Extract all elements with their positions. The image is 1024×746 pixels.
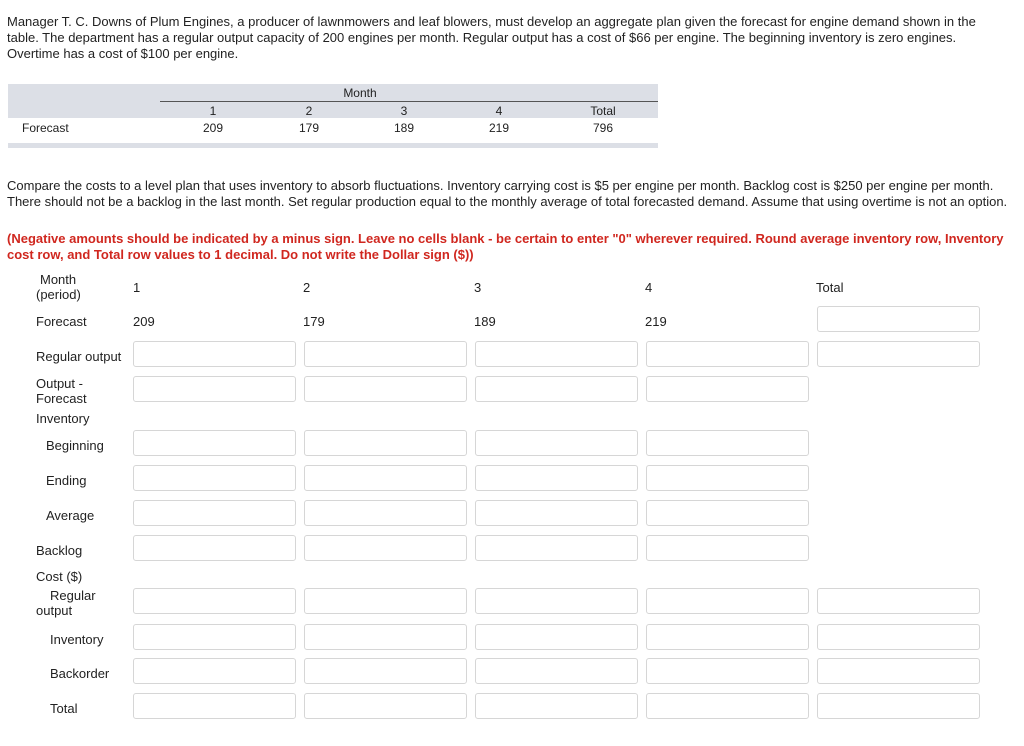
cost-regular-input-1[interactable] xyxy=(133,588,296,614)
regular-output-input-3[interactable] xyxy=(475,341,638,367)
month-header-rule xyxy=(160,101,658,102)
cost-backorder-input-total[interactable] xyxy=(817,658,980,684)
regular-output-input-2[interactable] xyxy=(304,341,467,367)
cost-backorder-input-2[interactable] xyxy=(304,658,467,684)
cost-inventory-input-total[interactable] xyxy=(817,624,980,650)
plan-period-label: (period) xyxy=(36,287,81,302)
forecast-row-label: Forecast xyxy=(22,121,69,135)
plan-forecast-label: Forecast xyxy=(36,314,87,329)
forecast-value-2: 179 xyxy=(298,121,320,135)
cost-backorder-input-1[interactable] xyxy=(133,658,296,684)
ending-label: Ending xyxy=(46,473,87,488)
plan-forecast-4: 219 xyxy=(645,314,667,329)
answer-instructions: (Negative amounts should be indicated by a minus sign. Leave no cells blank - be certain to enter "0" wherever required. Round average inventory row, Inventory cost row, and Total row values to 1 decimal. Do not write the Dollar sign ($)) xyxy=(7,231,1004,262)
average-input-3[interactable] xyxy=(475,500,638,526)
plan-forecast-1: 209 xyxy=(133,314,155,329)
forecast-value-4: 219 xyxy=(488,121,510,135)
output-forecast-input-1[interactable] xyxy=(133,376,296,402)
cost-regular-input-total[interactable] xyxy=(817,588,980,614)
plan-forecast-3: 189 xyxy=(474,314,496,329)
cost-inventory-input-2[interactable] xyxy=(304,624,467,650)
output-forecast-input-3[interactable] xyxy=(475,376,638,402)
cost-regular-input-4[interactable] xyxy=(646,588,809,614)
beginning-input-1[interactable] xyxy=(133,430,296,456)
beginning-input-3[interactable] xyxy=(475,430,638,456)
forecast-table-footer-band xyxy=(8,143,658,148)
cost-inventory-input-1[interactable] xyxy=(133,624,296,650)
forecast-value-total: 796 xyxy=(592,121,614,135)
plan-month-label: Month xyxy=(40,272,77,287)
output-forecast-label-2: Forecast xyxy=(36,391,87,406)
plan-col-1: 1 xyxy=(133,280,141,295)
cost-backorder-input-4[interactable] xyxy=(646,658,809,684)
plan-col-4: 4 xyxy=(645,280,653,295)
beginning-input-4[interactable] xyxy=(646,430,809,456)
average-input-2[interactable] xyxy=(304,500,467,526)
output-forecast-input-2[interactable] xyxy=(304,376,467,402)
cost-backorder-input-3[interactable] xyxy=(475,658,638,684)
cost-regular-label-2: output xyxy=(36,603,73,618)
plan-forecast-2: 179 xyxy=(303,314,325,329)
plan-col-2: 2 xyxy=(303,280,311,295)
forecast-value-3: 189 xyxy=(393,121,415,135)
ending-input-4[interactable] xyxy=(646,465,809,491)
cost-total-input-1[interactable] xyxy=(133,693,296,719)
comparison-statement: Compare the costs to a level plan that uses inventory to absorb fluctuations. Inventory carrying cost is $5 per engine per month. Backlog cost is $250 per engine per month. There should not be a backlog in the last month. Set regular production equal to the monthly average of total forecasted demand. Assume that using overtime is not an option. xyxy=(7,178,1008,209)
cost-inventory-input-4[interactable] xyxy=(646,624,809,650)
problem-statement: Manager T. C. Downs of Plum Engines, a producer of lawnmowers and leaf blowers, must develop an aggregate plan given the forecast for engine demand shown in the table. The department has a regular output capacity of 200 engines per month. Regular output has a cost of $66 per engine. The beginning inventory is zero engines. Overtime has a cost of $100 per engine. xyxy=(7,14,976,61)
regular-output-label: Regular output xyxy=(36,349,122,364)
forecast-total-input[interactable] xyxy=(817,306,980,332)
plan-col-3: 3 xyxy=(474,280,482,295)
ending-input-1[interactable] xyxy=(133,465,296,491)
forecast-col-3: 3 xyxy=(400,104,408,118)
cost-total-input-3[interactable] xyxy=(475,693,638,719)
cost-total-input-total[interactable] xyxy=(817,693,980,719)
plan-col-total: Total xyxy=(816,280,844,295)
beginning-input-2[interactable] xyxy=(304,430,467,456)
backlog-input-3[interactable] xyxy=(475,535,638,561)
backlog-input-2[interactable] xyxy=(304,535,467,561)
forecast-col-4: 4 xyxy=(495,104,503,118)
regular-output-input-4[interactable] xyxy=(646,341,809,367)
forecast-col-total: Total xyxy=(590,104,616,118)
beginning-label: Beginning xyxy=(46,438,104,453)
backlog-label: Backlog xyxy=(36,543,83,558)
average-input-4[interactable] xyxy=(646,500,809,526)
cost-total-input-4[interactable] xyxy=(646,693,809,719)
forecast-value-1: 209 xyxy=(202,121,224,135)
cost-backorder-label: Backorder xyxy=(50,666,110,681)
inventory-section-label: Inventory xyxy=(36,411,90,426)
ending-input-3[interactable] xyxy=(475,465,638,491)
output-forecast-label-1: Output - xyxy=(36,376,83,391)
output-forecast-input-4[interactable] xyxy=(646,376,809,402)
forecast-col-2: 2 xyxy=(305,104,313,118)
cost-inventory-input-3[interactable] xyxy=(475,624,638,650)
cost-regular-input-2[interactable] xyxy=(304,588,467,614)
backlog-input-4[interactable] xyxy=(646,535,809,561)
cost-regular-label-1: Regular xyxy=(50,588,96,603)
cost-regular-input-3[interactable] xyxy=(475,588,638,614)
cost-total-input-2[interactable] xyxy=(304,693,467,719)
average-input-1[interactable] xyxy=(133,500,296,526)
average-label: Average xyxy=(46,508,95,523)
forecast-month-header: Month xyxy=(343,86,377,100)
ending-input-2[interactable] xyxy=(304,465,467,491)
forecast-col-1: 1 xyxy=(209,104,217,118)
cost-inventory-label: Inventory xyxy=(50,632,104,647)
regular-output-input-1[interactable] xyxy=(133,341,296,367)
cost-section-label: Cost ($) xyxy=(36,569,83,584)
backlog-input-1[interactable] xyxy=(133,535,296,561)
regular-output-input-total[interactable] xyxy=(817,341,980,367)
cost-total-label: Total xyxy=(50,701,78,716)
